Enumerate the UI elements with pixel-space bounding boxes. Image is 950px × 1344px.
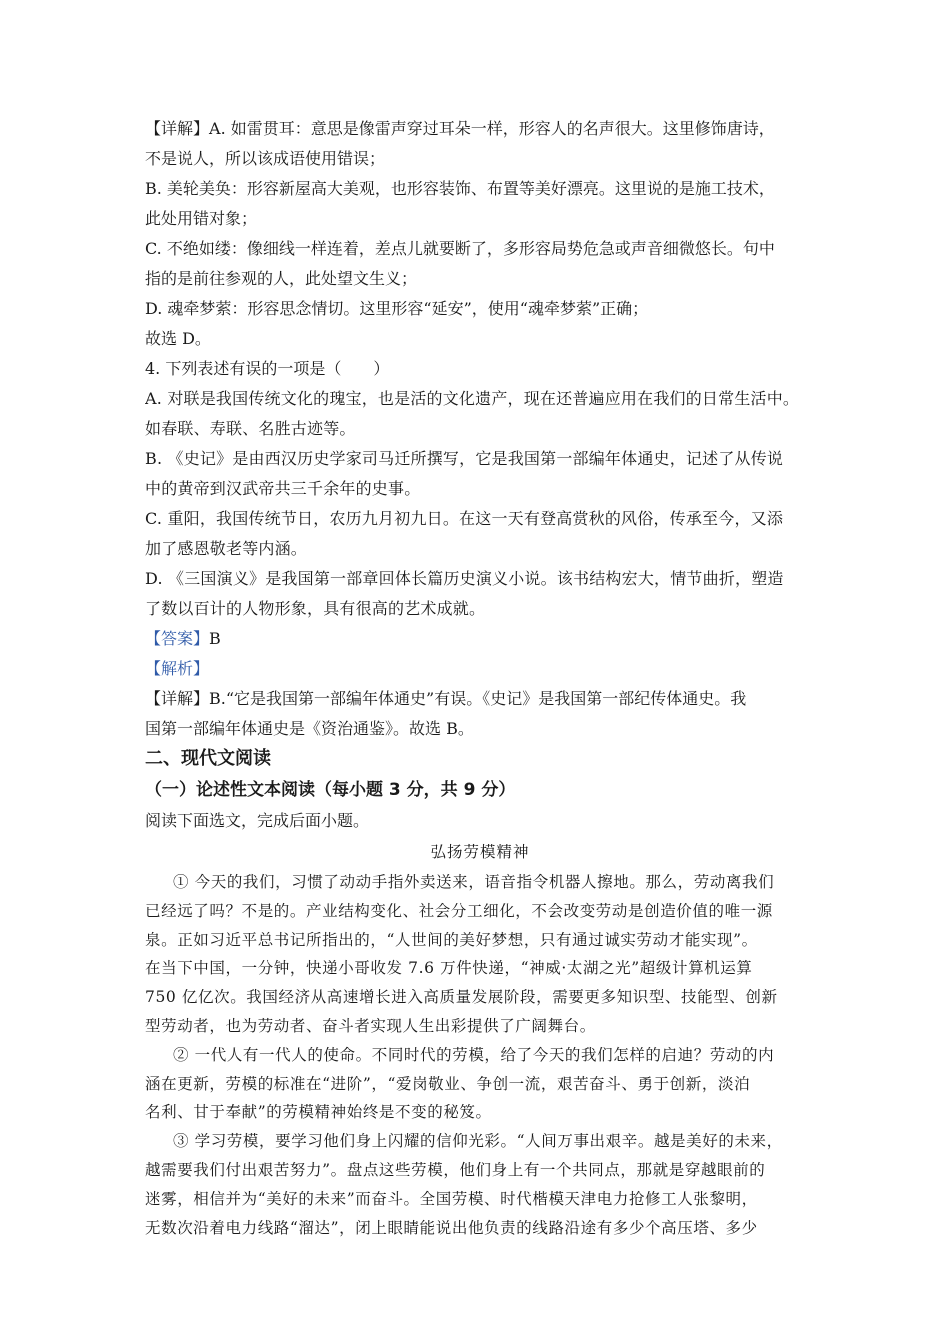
- option-a-line-1: A. 对联是我国传统文化的瑰宝，也是活的文化遗产，现在还普遍应用在我们的日常生活中。: [145, 389, 800, 408]
- q4-detail-line-1: 【详解】B.“它是我国第一部编年体通史”有误。《史记》是我国第一部纪传体通史。我: [145, 689, 747, 708]
- option-b-line-2: 中的黄帝到汉武帝共三千余年的史事。: [145, 479, 421, 498]
- answer-line: [145, 624, 815, 654]
- page-content: [145, 114, 815, 1242]
- sub-heading: （一）论述性文本阅读（每小题 3 分，共 9 分）: [145, 780, 516, 800]
- scan-dot: [731, 68, 735, 72]
- detail-line-1: 【详解】A. 如雷贯耳：意思是像雷声穿过耳朵一样，形容人的名声很大。这里修饰唐诗，: [145, 119, 775, 138]
- option-c-line-1: C. 重阳，我国传统节日，农历九月初九日。在这一天有登高赏秋的风俗，传承至今，又添: [145, 509, 784, 528]
- detail-tag: 【详解】: [145, 119, 210, 138]
- section-heading: 二、现代文阅读: [145, 748, 271, 769]
- article-line-7: ② 一代人有一代人的使命。不同时代的劳模，给了今天的我们怎样的启迪？劳动的内: [173, 1045, 775, 1064]
- option-d-line-2: 了数以百计的人物形象，具有很高的艺术成就。: [145, 599, 486, 618]
- article-line-5: 750 亿亿次。我国经济从高速增长进入高质量发展阶段，需要更多知识型、技能型、创新: [145, 988, 778, 1007]
- question-4-stem: 4. 下列表述有误的一项是（ ）: [145, 359, 390, 378]
- article-line-9: 名利、甘于奉献”的劳模精神始终是不变的秘笈。: [145, 1103, 492, 1122]
- q4-detail-tag: 【详解】: [145, 689, 210, 708]
- detail-line-4: 此处用错对象；: [145, 209, 258, 228]
- article-line-1: ① 今天的我们，习惯了动动手指外卖送来，语音指令机器人擦地。那么，劳动离我们: [173, 873, 775, 891]
- article-line-10: ③ 学习劳模，要学习他们身上闪耀的信仰光彩。“人间万事出艰辛。越是美好的未来，: [173, 1132, 783, 1151]
- instruction-line: 阅读下面选文，完成后面小题。: [145, 811, 370, 830]
- analysis-line: [145, 654, 815, 684]
- detail-line-3: B. 美轮美奂：形容新屋高大美观，也形容装饰、布置等美好漂亮。这里说的是施工技术，: [145, 179, 775, 198]
- article-line-8: 涵在更新，劳模的标准在“进阶”，“爱岗敬业、争创一流，艰苦奋斗、勇于创新，淡泊: [145, 1074, 751, 1093]
- article-line-3: 泉。正如习近平总书记所指出的，“人世间的美好梦想，只有通过诚实劳动才能实现”。: [145, 930, 758, 949]
- article-line-4: 在当下中国，一分钟，快递小哥收发 7.6 万件快递，“神威·太湖之光”超级计算机运算: [145, 959, 753, 978]
- answer-tag: 【答案】: [145, 629, 210, 648]
- option-a-line-2: 如春联、寿联、名胜古迹等。: [145, 419, 356, 438]
- article-title: 弘扬劳模精神: [430, 843, 530, 861]
- detail-line-6: 指的是前往参观的人，此处望文生义；: [145, 269, 418, 288]
- article-line-11: 越需要我们付出艰苦努力”。盘点这些劳模，他们身上有一个共同点，那就是穿越眼前的: [145, 1160, 766, 1179]
- option-d-line-1: D. 《三国演义》是我国第一部章回体长篇历史演义小说。该书结构宏大，情节曲折，塑造: [145, 569, 784, 588]
- analysis-tag: 【解析】: [145, 659, 210, 678]
- article-line-2: 已经远了吗？不是的。产业结构变化、社会分工细化，不会改变劳动是创造价值的唯一源: [145, 901, 773, 920]
- scan-dot: [240, 1247, 244, 1251]
- article-line-13: 无数次沿着电力线路“溜达”，闭上眼睛能说出他负责的线路沿途有多少个高压塔、多少: [145, 1218, 758, 1237]
- answer-value: B: [209, 629, 221, 648]
- detail-line-8: 故选 D。: [145, 329, 211, 348]
- article-line-12: 迷雾，相信并为“美好的未来”而奋斗。全国劳模、时代楷模天津电力抢修工人张黎明，: [145, 1189, 758, 1208]
- q4-detail-line-2: 国第一部编年体通史是《资治通鉴》。故选 B。: [145, 719, 474, 738]
- detail-line-2: 不是说人，所以该成语使用错误；: [145, 149, 386, 168]
- detail-line-5: C. 不绝如缕：像细线一样连着，差点儿就要断了，多形容局势危急或声音细微悠长。句中: [145, 239, 775, 258]
- detail-line-7: D. 魂牵梦萦：形容思念情切。这里形容“延安”，使用“魂牵梦萦”正确；: [145, 299, 649, 318]
- option-b-line-1: B. 《史记》是由西汉历史学家司马迁所撰写，它是我国第一部编年体通史，记述了从传说: [145, 449, 784, 468]
- option-c-line-2: 加了感恩敬老等内涵。: [145, 539, 308, 558]
- article-line-6: 型劳动者，也为劳动者、奋斗者实现人生出彩提供了广阔舞台。: [145, 1016, 596, 1035]
